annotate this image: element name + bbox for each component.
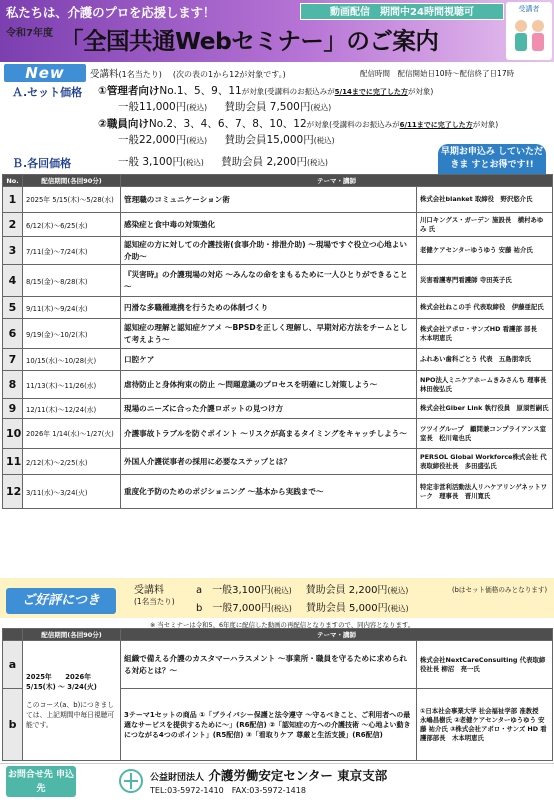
staff-price xyxy=(118,132,335,147)
theme-cell: 口腔ケア xyxy=(121,349,417,371)
streaming-badge: 動画配信 期間中24時間視聴可 xyxy=(300,3,504,20)
col-period: 配信期間(各回90分) xyxy=(23,175,121,187)
row-number: 11 xyxy=(3,449,23,475)
speaker-cell: 老健ケアセンターゆうゆう 安藤 祐介氏 xyxy=(417,237,553,265)
period-cell: 9/19(金)～10/2(木) xyxy=(23,319,121,349)
table-row xyxy=(3,265,553,297)
manager-nos: No.1、5、9、11 xyxy=(159,85,242,97)
speaker-cell: 株式会社ねこの手 代表取締役 伊藤亜記氏 xyxy=(417,297,553,319)
col-theme: テーマ・講師 xyxy=(121,629,553,641)
speaker-cell: 川口キングス・ガーデン 施設長 横村あゆみ 氏 xyxy=(417,213,553,237)
tax-label: (税込) xyxy=(270,586,292,595)
page-title: 「全国共通Webセミナー」のご案内 xyxy=(60,27,439,55)
theme-cell: 組織で備える介護のカスタマーハラスメント ～事業所・職員を守るために求められる対応とは？～ xyxy=(121,641,417,689)
row-number: 8 xyxy=(3,371,23,399)
col-no xyxy=(3,629,23,641)
contact-tel: TEL:03-5972-1410 FAX:03-5972-1418 xyxy=(150,786,306,795)
staff-label: 受講者 xyxy=(518,5,540,13)
row-number: 7 xyxy=(3,349,23,371)
row-letter: b xyxy=(3,689,23,761)
period-years: 2025年 2026年 xyxy=(26,672,92,681)
theme-cell: 重度化予防のためのポジショニング ～基本から実践まで～ xyxy=(121,475,417,509)
fee-desc: (次の表の1から12が対象です。) xyxy=(172,70,286,79)
org-type: 公益財団法人 xyxy=(150,773,205,783)
staff-general-price: 一般22,000円 xyxy=(118,134,187,146)
manager-cond-pre: が対象(受講料のお振込みが xyxy=(241,87,335,96)
table-row xyxy=(3,213,553,237)
speaker-cell: ①日本社会事業大学 社会福祉学部 准教授 永嶋昌樹氏 ②老健ケアセンターゆうゆう 安藤 祐介氏 ③株式会社アポロ・サンズ HD 看護部部長 木本明恵氏 xyxy=(417,689,553,761)
manager-general-price: 一般11,000円 xyxy=(118,101,187,113)
table-row xyxy=(3,449,553,475)
row-number: 12 xyxy=(3,475,23,509)
period-cell: 9/11(木)～9/24(水) xyxy=(23,297,121,319)
staff-supporter-price: 賛助会員15,000円 xyxy=(224,134,314,146)
period-cell: 8/15(金)～8/28(木) xyxy=(23,265,121,297)
rebroadcast-note: ※ 当セミナーは令和5、6年度に配信した動画の再配信となりますので、同内容となります。 xyxy=(150,621,415,629)
period-cell: 6/12(木)～6/25(水) xyxy=(23,213,121,237)
row-number: 10 xyxy=(3,419,23,449)
staff-label: ②職員向け xyxy=(98,118,149,130)
theme-cell: 認知症の方に対しての介護技術(食事介助・排泄介助) ～現場ですぐ役立つ心地よい介助～ xyxy=(121,237,417,265)
course-b-supporter: 賛助会員 5,000円 xyxy=(305,603,388,614)
theme-cell: 円滑な多職種連携を行うための体制づくり xyxy=(121,297,417,319)
period-cell: 11/13(木)～11/26(水) xyxy=(23,371,121,399)
table-row xyxy=(3,399,553,419)
tax-label: (税込) xyxy=(270,604,292,613)
theme-cell: 3テーマ1セットの商品 ①「プライバシー保護と法令遵守 ～守るべきこと、ご利用者への最適なサービスを提供するために～」(R6配信) ②「認知症の方への介護技術 ～心地よい動きにつながる4つのポイント」(R5配信) ③「看取りケア 尊厳と生活支援」(R6配信) xyxy=(121,689,417,761)
org-name: 介護労働安定センター 東京支部 xyxy=(208,768,388,783)
theme-cell: 管理職のコミュニケーション術 xyxy=(121,187,417,213)
speaker-cell: 株式会社blanket 取締役 野沢悠介氏 xyxy=(417,187,553,213)
per-session-supporter: 賛助会員 2,200円 xyxy=(221,156,308,168)
course-a-supporter: 賛助会員 2,200円 xyxy=(305,585,388,596)
table-header xyxy=(3,629,553,641)
per-session-price xyxy=(118,154,328,169)
table-row xyxy=(3,475,553,509)
extra-fee-label xyxy=(134,581,164,596)
org-logo-icon xyxy=(118,768,144,794)
theme-cell: 認知症の理解と認知症ケアメ ～BPSDを正しく理解し、早期対応方法をチームとして考えよう～ xyxy=(121,319,417,349)
extra-fee-note: (1名当たり) xyxy=(134,597,175,606)
course-b-price xyxy=(196,599,409,614)
contact-badge: お問合せ先 申込先 xyxy=(6,766,76,797)
period-cell: 2026年 1/14(水)～1/27(火) xyxy=(23,419,121,449)
tax-label: (税込) xyxy=(387,604,409,613)
staff-cond-pre: が対象(受講料のお振込みが xyxy=(306,120,400,129)
fiscal-year: 令和7年度 xyxy=(6,28,53,39)
row-number: 6 xyxy=(3,319,23,349)
course-a-general: a 一般3,100円 xyxy=(196,585,271,596)
speaker-cell: PERSOL Global Workforce株式会社 代表取締役社長 多田盛弘氏 xyxy=(417,449,553,475)
table-row xyxy=(3,319,553,349)
period-cell: 7/11(金)～7/24(木) xyxy=(23,237,121,265)
row-number: 4 xyxy=(3,265,23,297)
manager-cond-post: が対象) xyxy=(407,87,434,96)
speaker-cell: 災害看護専門看護師 寺田英子氏 xyxy=(417,265,553,297)
speaker-cell: ふれあい歯科ごとう 代表 五島朋幸氏 xyxy=(417,349,553,371)
extra-fee-title: 受講料 xyxy=(134,585,164,596)
tax-label: (税込) xyxy=(310,103,332,112)
tagline: 私たちは、介護のプロを応援します！ xyxy=(6,5,216,20)
theme-cell: 現場のニーズに合った介護ロボットの見つけ方 xyxy=(121,399,417,419)
col-no: No. xyxy=(3,175,23,187)
course-a-price xyxy=(196,581,408,596)
table-row xyxy=(3,237,553,265)
fee-note: (1名当たり) xyxy=(118,70,162,79)
manager-target xyxy=(98,83,433,98)
period-note: このコース(a、b)につきましては、上記期間中毎日視聴可能です。 xyxy=(26,700,115,729)
early-application-badge: 早期お申込み していただきま すとお得です!! xyxy=(438,144,546,186)
speaker-cell: NPO法人ミニケアホームきみさんち 理事長 林田俊弘氏 xyxy=(417,371,553,399)
period-cell: 10/15(水)～10/28(火) xyxy=(23,349,121,371)
period-cell: 2025年 5/15(木)～5/28(水) xyxy=(23,187,121,213)
row-number: 5 xyxy=(3,297,23,319)
row-number: 1 xyxy=(3,187,23,213)
table-row xyxy=(3,187,553,213)
tax-label: (税込) xyxy=(313,136,335,145)
speaker-cell: 株式会社Giber Link 執行役員 原須哲嗣氏 xyxy=(417,399,553,419)
manager-label: ①管理者向け xyxy=(98,85,160,97)
per-session-general: 一般 3,100円 xyxy=(118,156,183,168)
speaker-cell: ツツイグループ 顧問兼コンプライアンス室 室長 松川竜也氏 xyxy=(417,419,553,449)
period-dates: 5/15(木) ～ 3/24(火) xyxy=(26,682,97,691)
organization-name xyxy=(150,766,387,784)
theme-cell: 『災害時』の介護現場の対応 ～みんなの命をまもるために一人ひとりができること～ xyxy=(121,265,417,297)
period-cell: 2/12(木)～2/25(水) xyxy=(23,449,121,475)
table-row xyxy=(3,641,553,689)
manager-supporter-price: 賛助会員 7,500円 xyxy=(224,101,311,113)
staff-nos: No.2、3、4、6、7、8、10、12 xyxy=(148,118,307,130)
period-cell xyxy=(23,641,121,761)
row-letter: a xyxy=(3,641,23,689)
staff-deadline: 6/11までに完了した方 xyxy=(399,121,473,129)
theme-cell: 感染症と食中毒の対策強化 xyxy=(121,213,417,237)
col-period: 配信期間(各回90分) xyxy=(23,629,121,641)
col-theme: テーマ・講師 xyxy=(121,175,553,187)
manager-price xyxy=(118,99,331,114)
delivery-time: 配信時間 配信開始日10時～配信終了日17時 xyxy=(360,69,515,78)
theme-cell: 虐待防止と身体拘束の防止 ～問題意識のプロセスを明確にし対策しよう～ xyxy=(121,371,417,399)
tax-label: (税込) xyxy=(182,158,204,167)
table-row xyxy=(3,297,553,319)
speaker-cell: 株式会社NextCareConsulting 代表取締役社長 柳沼 亮一氏 xyxy=(417,641,553,689)
course-b-general: b 一般7,000円 xyxy=(196,603,271,614)
row-number: 2 xyxy=(3,213,23,237)
new-badge: New xyxy=(4,64,86,82)
staff-target xyxy=(98,116,498,131)
speaker-cell: 特定非営利活動法人リハケアリンゲネットワーク 理事長 晋川寛氏 xyxy=(417,475,553,509)
speaker-cell: 株式会社アポロ・サンズHD 看護部 部長 木本明恵氏 xyxy=(417,319,553,349)
tax-label: (税込) xyxy=(186,136,208,145)
manager-deadline: 5/14までに完了した方 xyxy=(334,88,408,96)
seminar-table xyxy=(2,174,553,509)
row-number: 3 xyxy=(3,237,23,265)
extra-course-table xyxy=(2,628,553,761)
period-cell: 12/11(木)～12/24(水) xyxy=(23,399,121,419)
tax-label: (税込) xyxy=(307,158,328,167)
per-session-heading: Ｂ.各回価格 xyxy=(12,157,72,170)
theme-cell: 介護事故トラブルを防ぐポイント ～リスクが高まるタイミングをキャッチしよう～ xyxy=(121,419,417,449)
course-b-note: (bはセット価格のみとなります) xyxy=(452,586,548,594)
tax-label: (税込) xyxy=(387,586,409,595)
tax-label: (税込) xyxy=(186,103,208,112)
fee-label: 受講料 xyxy=(90,69,119,80)
table-row xyxy=(3,349,553,371)
table-row xyxy=(3,419,553,449)
period-cell: 3/11(水)～3/24(火) xyxy=(23,475,121,509)
fee-line xyxy=(90,66,286,80)
theme-cell: 外国人介護従事者の採用に必要なステップとは？ xyxy=(121,449,417,475)
staff-cond-post: が対象) xyxy=(472,120,499,129)
row-number: 9 xyxy=(3,399,23,419)
popular-badge: ご好評につき xyxy=(6,588,116,614)
set-price-heading: Ａ.セット価格 xyxy=(12,86,83,99)
table-header xyxy=(3,175,553,187)
table-row xyxy=(3,371,553,399)
